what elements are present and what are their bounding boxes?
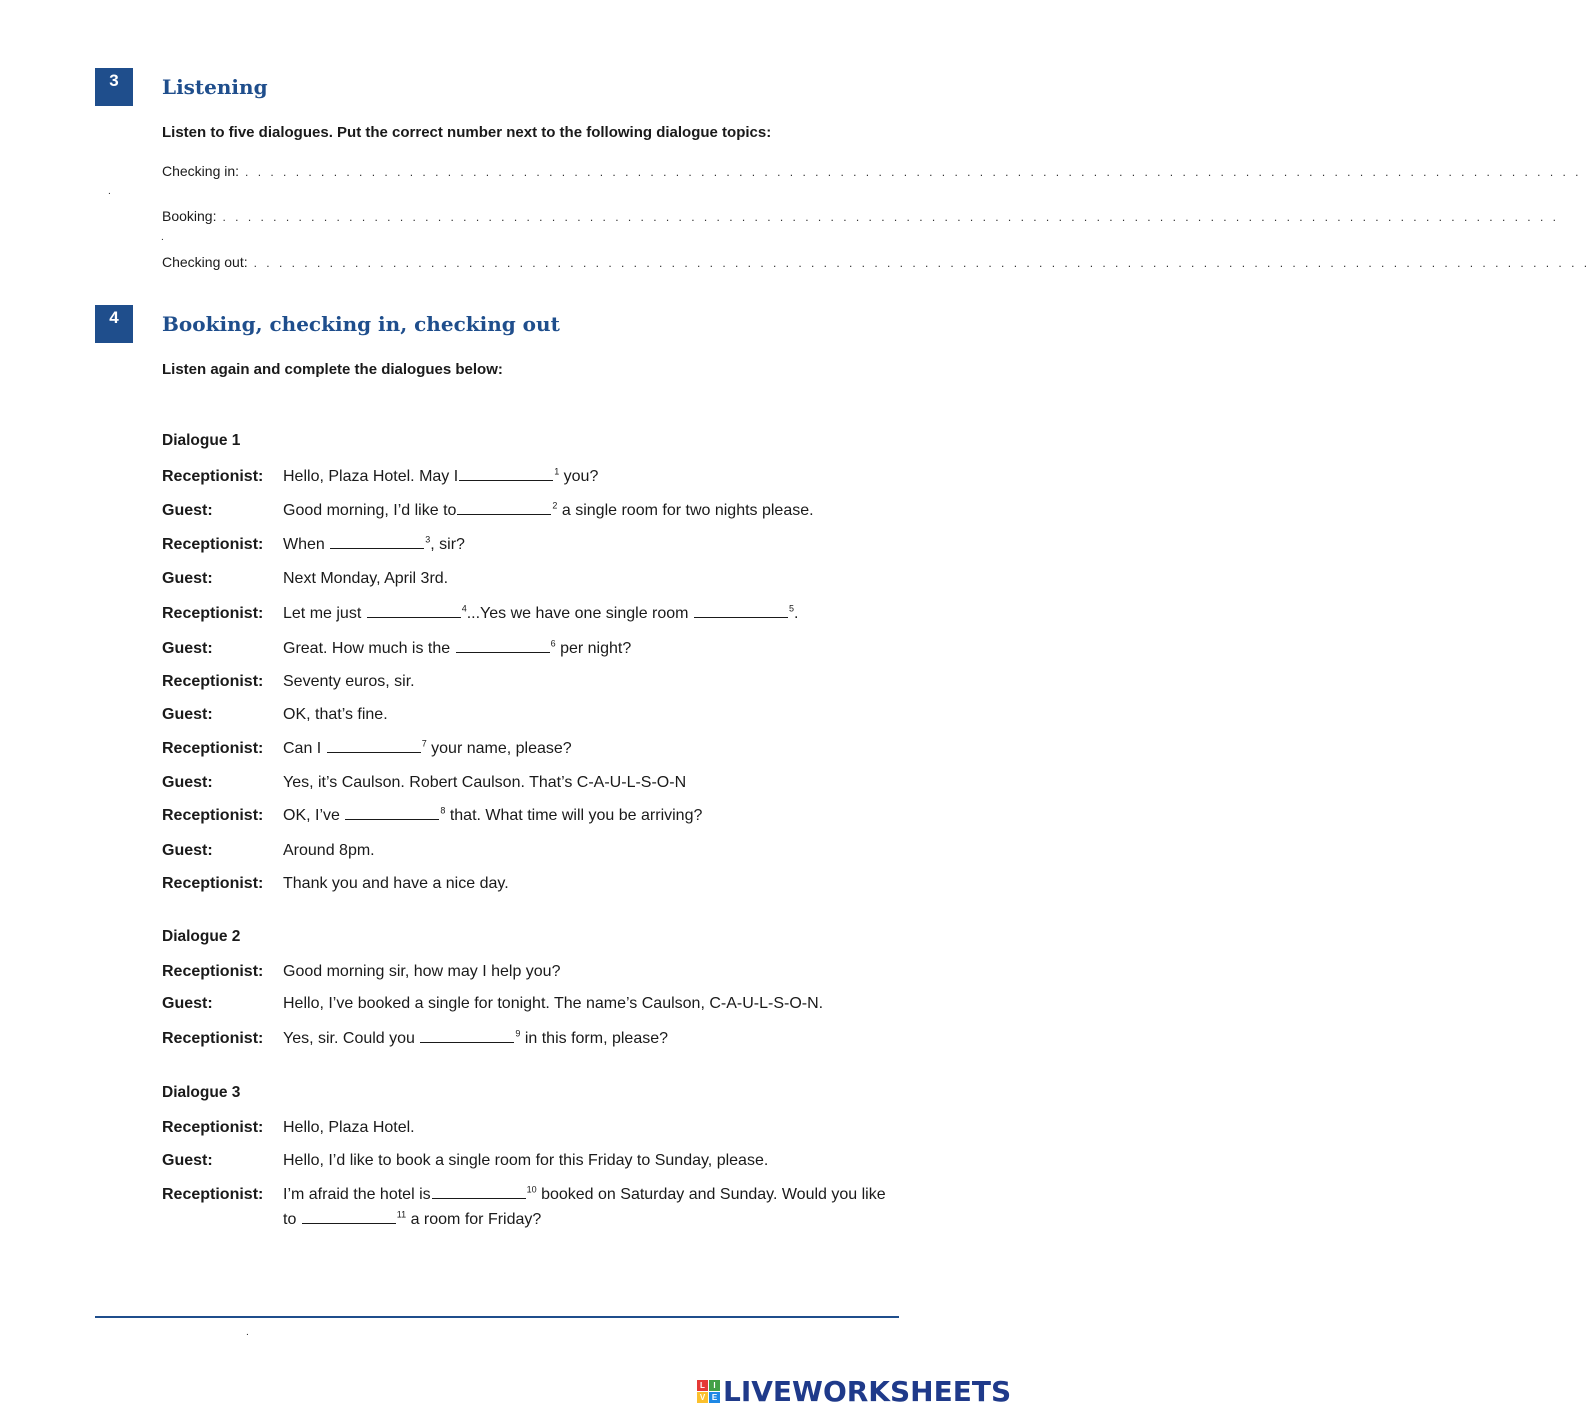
- text-part: Hello, Plaza Hotel. May I: [283, 468, 459, 485]
- text-part: When: [283, 536, 330, 553]
- blank-number: 10: [526, 1184, 537, 1195]
- line-text: Hello, I’ve booked a single for tonight. The name’s Caulson, C-A-U-L-S-O-N.: [283, 995, 824, 1012]
- speaker-label: Receptionist:: [162, 807, 264, 824]
- line-text: Good morning sir, how may I help you?: [283, 963, 561, 980]
- topic-answer-dots[interactable]: . . . . . . . . . . . . . . . . . . . . . . . . . . . . . . . . . . . . . . . . . . . . . . . . . . . . . . . . . . . . . . . . . . . . . . . . . . . . . . . . . . . . . . . . . . . . . . . . . . . . . . . . . .: [253, 256, 1590, 270]
- dialogue-2-title: Dialogue 2: [162, 928, 241, 945]
- blank-number: 6: [550, 638, 556, 649]
- line-text: Thank you and have a nice day.: [283, 875, 509, 892]
- text-part: Yes, sir. Could you: [283, 1030, 420, 1047]
- speaker-label: Guest:: [162, 706, 213, 723]
- blank-number: 4: [461, 603, 467, 614]
- text-part: .: [793, 605, 799, 622]
- line-text: [283, 1182, 903, 1232]
- answer-blank-8[interactable]: [345, 805, 439, 820]
- topic-answer-dots[interactable]: . . . . . . . . . . . . . . . . . . . . . . . . . . . . . . . . . . . . . . . . . . . . . . . . . . . . . . . . . . . . . . . . . . . . . . . . . . . . . . . . . . . . . . . . . . . . . . . . . . . . . . . . . .: [245, 165, 1582, 179]
- speaker-label: Receptionist:: [162, 1119, 264, 1136]
- line-text: OK, that’s fine.: [283, 706, 388, 723]
- speaker-label: Guest:: [162, 842, 213, 859]
- speaker-label: Guest:: [162, 570, 213, 587]
- section-number-3: 3: [95, 68, 133, 106]
- speaker-label: Guest:: [162, 502, 213, 519]
- blank-number: 1: [554, 466, 560, 477]
- liveworksheets-logo: [697, 1375, 1011, 1408]
- speaker-label: Receptionist:: [162, 875, 264, 892]
- logo-tile: L: [697, 1380, 708, 1391]
- text-part: per night?: [555, 640, 632, 657]
- text-part: that. What time will you be arriving?: [445, 807, 703, 824]
- topic-label: Checking out:: [162, 254, 248, 270]
- logo-tile: V: [697, 1392, 708, 1403]
- answer-blank-9[interactable]: [420, 1028, 514, 1043]
- stray-dot: .: [246, 1327, 249, 1338]
- text-part: Can I: [283, 740, 326, 757]
- stray-dot: .: [108, 186, 111, 197]
- answer-blank-2[interactable]: [457, 500, 551, 515]
- speaker-label: Guest:: [162, 1152, 213, 1169]
- line-text: [283, 803, 903, 828]
- text-part: Let me just: [283, 605, 366, 622]
- answer-blank-7[interactable]: [327, 738, 421, 753]
- stray-dot: .: [161, 232, 164, 243]
- line-text: Next Monday, April 3rd.: [283, 570, 449, 587]
- answer-blank-5[interactable]: [694, 603, 788, 618]
- text-part: Great. How much is the: [283, 640, 455, 657]
- speaker-label: Receptionist:: [162, 740, 264, 757]
- line-text: Yes, it’s Caulson. Robert Caulson. That’s C-A-U-L-S-O-N: [283, 774, 687, 791]
- speaker-label: Guest:: [162, 640, 213, 657]
- text-part: , sir?: [430, 536, 465, 553]
- speaker-label: Receptionist:: [162, 673, 264, 690]
- answer-blank-10[interactable]: [432, 1184, 526, 1199]
- blank-number: 9: [515, 1028, 521, 1039]
- answer-blank-4[interactable]: [367, 603, 461, 618]
- line-text: [283, 636, 903, 661]
- text-part: ...Yes we have one single room: [466, 605, 693, 622]
- blank-number: 5: [788, 603, 794, 614]
- section-title-listening: Listening: [162, 75, 268, 99]
- footer-divider: [95, 1316, 899, 1318]
- line-text: [283, 601, 903, 626]
- text-part: I’m afraid the hotel is: [283, 1186, 431, 1203]
- topic-checking-out: [162, 254, 1590, 270]
- logo-text: LIVEWORKSHEETS: [723, 1375, 1012, 1408]
- speaker-label: Receptionist:: [162, 605, 264, 622]
- blank-number: 8: [440, 805, 446, 816]
- text-part: your name, please?: [426, 740, 572, 757]
- answer-blank-6[interactable]: [456, 638, 550, 653]
- blank-number: 2: [552, 500, 558, 511]
- speaker-label: Guest:: [162, 995, 213, 1012]
- speaker-label: Receptionist:: [162, 468, 264, 485]
- text-part: OK, I’ve: [283, 807, 345, 824]
- line-text: [283, 464, 903, 489]
- answer-blank-11[interactable]: [302, 1209, 396, 1224]
- answer-blank-3[interactable]: [330, 534, 424, 549]
- dialogue-1-title: Dialogue 1: [162, 432, 241, 449]
- speaker-label: Receptionist:: [162, 963, 264, 980]
- speaker-label: Guest:: [162, 774, 213, 791]
- speaker-label: Receptionist:: [162, 536, 264, 553]
- line-text: Seventy euros, sir.: [283, 673, 415, 690]
- liveworksheets-logo-icon: [697, 1380, 720, 1403]
- logo-tile: I: [709, 1380, 720, 1391]
- line-text: [283, 1026, 903, 1051]
- section-title-booking: Booking, checking in, checking out: [162, 312, 560, 336]
- topic-checking-in: [162, 163, 1582, 179]
- topic-answer-dots[interactable]: . . . . . . . . . . . . . . . . . . . . . . . . . . . . . . . . . . . . . . . . . . . . . . . . . . . . . . . . . . . . . . . . . . . . . . . . . . . . . . . . . . . . . . . . . . . . . . . . . . . . . . . . . .: [222, 210, 1559, 224]
- blank-number: 7: [421, 738, 427, 749]
- section-number-4: 4: [95, 305, 133, 343]
- speaker-label: Receptionist:: [162, 1186, 264, 1203]
- dialogue-3-title: Dialogue 3: [162, 1084, 241, 1101]
- speaker-label: Receptionist:: [162, 1030, 264, 1047]
- text-part: you?: [559, 468, 599, 485]
- line-text: [283, 498, 903, 523]
- text-part: a single room for two nights please.: [557, 502, 814, 519]
- topic-booking: [162, 208, 1559, 224]
- text-part: a room for Friday?: [406, 1211, 542, 1228]
- section3-instruction: Listen to five dialogues. Put the correct number next to the following dialogue topics:: [162, 124, 772, 141]
- logo-tile: E: [709, 1392, 720, 1403]
- line-text: [283, 736, 903, 761]
- text-part: Good morning, I’d like to: [283, 502, 457, 519]
- topic-label: Booking:: [162, 208, 217, 224]
- section4-instruction: Listen again and complete the dialogues below:: [162, 361, 503, 378]
- text-part: booked on Saturday and Sunday. Would you like to: [283, 1186, 886, 1228]
- line-text: Around 8pm.: [283, 842, 375, 859]
- text-part: in this form, please?: [520, 1030, 669, 1047]
- line-text: [283, 532, 903, 557]
- blank-number: 11: [396, 1209, 407, 1220]
- topic-label: Checking in:: [162, 163, 240, 179]
- answer-blank-1[interactable]: [459, 466, 553, 481]
- line-text: Hello, Plaza Hotel.: [283, 1119, 415, 1136]
- blank-number: 3: [425, 534, 431, 545]
- line-text: Hello, I’d like to book a single room for this Friday to Sunday, please.: [283, 1152, 769, 1169]
